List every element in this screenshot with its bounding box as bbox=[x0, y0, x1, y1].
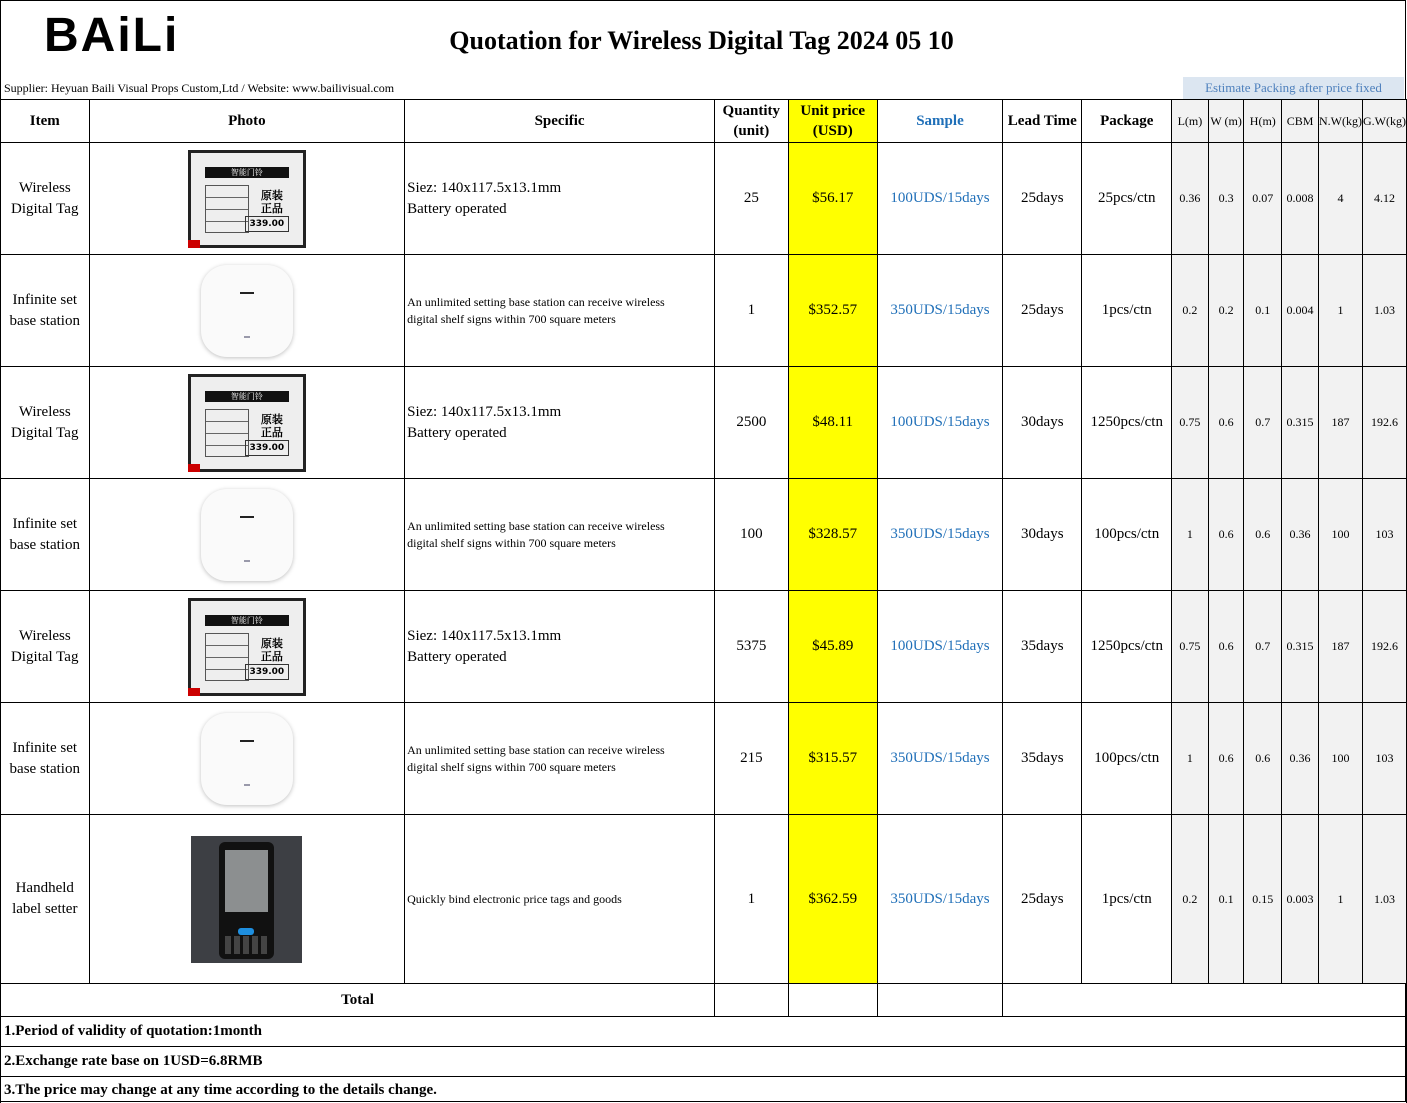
length-cell: 1 bbox=[1172, 479, 1209, 591]
digital-tag-photo bbox=[188, 150, 306, 248]
photo-cell bbox=[89, 255, 405, 367]
spec-line-2: Battery operated bbox=[407, 648, 507, 665]
gross-weight-cell: 4.12 bbox=[1362, 143, 1406, 255]
gross-weight-cell: 1.03 bbox=[1362, 255, 1406, 367]
quantity-cell: 25 bbox=[714, 143, 788, 255]
width-cell: 0.6 bbox=[1208, 479, 1244, 591]
net-weight-cell: 1 bbox=[1318, 815, 1362, 984]
net-weight-cell: 1 bbox=[1318, 255, 1362, 367]
length-cell: 0.2 bbox=[1172, 815, 1209, 984]
table-row bbox=[1, 591, 1407, 703]
spec-line-1: An unlimited setting base station can receive wireless bbox=[407, 518, 665, 533]
col-cbm: CBM bbox=[1282, 100, 1319, 143]
package-cell: 100pcs/ctn bbox=[1082, 703, 1172, 815]
length-cell: 0.2 bbox=[1172, 255, 1209, 367]
gross-weight-cell: 1.03 bbox=[1362, 815, 1406, 984]
col-width: W (m) bbox=[1208, 100, 1244, 143]
note-text: 3.The price may change at any time according to the details change. bbox=[1, 1077, 1407, 1103]
tag-photo-genuine: 原装正品 bbox=[260, 412, 283, 439]
width-cell: 0.1 bbox=[1208, 815, 1244, 984]
col-lead-time: Lead Time bbox=[1003, 100, 1082, 143]
digital-tag-photo bbox=[188, 374, 306, 472]
note-text: 2.Exchange rate base on 1USD=6.8RMB bbox=[1, 1047, 1407, 1077]
lead-time-cell: 25days bbox=[1003, 143, 1082, 255]
col-specific: Specific bbox=[405, 100, 715, 143]
item-name: Handheld label setter bbox=[1, 815, 90, 984]
width-cell: 0.2 bbox=[1208, 255, 1244, 367]
unit-price-cell: $328.57 bbox=[788, 479, 877, 591]
lead-time-cell: 35days bbox=[1003, 703, 1082, 815]
note-row bbox=[1, 1017, 1407, 1047]
col-length: L(m) bbox=[1172, 100, 1209, 143]
specific-cell bbox=[405, 367, 715, 479]
cbm-cell: 0.003 bbox=[1282, 815, 1319, 984]
sample-cell: 350UDS/15days bbox=[877, 815, 1002, 984]
net-weight-cell: 187 bbox=[1318, 367, 1362, 479]
tag-photo-price: 339.00 bbox=[245, 440, 289, 456]
tag-photo-genuine: 原装正品 bbox=[260, 636, 283, 663]
cbm-cell: 0.008 bbox=[1282, 143, 1319, 255]
photo-cell bbox=[89, 367, 405, 479]
tag-photo-red-edge bbox=[188, 688, 200, 696]
width-cell: 0.6 bbox=[1208, 703, 1244, 815]
lead-time-cell: 25days bbox=[1003, 815, 1082, 984]
lead-time-cell: 25days bbox=[1003, 255, 1082, 367]
photo-cell bbox=[89, 143, 405, 255]
table-row bbox=[1, 143, 1407, 255]
tag-photo-lines bbox=[205, 409, 249, 457]
note-text: 1.Period of validity of quotation:1month bbox=[1, 1017, 1407, 1047]
total-label: Total bbox=[1, 984, 715, 1017]
cbm-cell: 0.36 bbox=[1282, 479, 1319, 591]
tag-photo-header: 智能门铃 bbox=[205, 391, 289, 402]
note-row bbox=[1, 1047, 1407, 1077]
spec-line-1: Siez: 140x117.5x13.1mm bbox=[407, 627, 562, 644]
sample-cell: 100UDS/15days bbox=[877, 143, 1002, 255]
package-cell: 100pcs/ctn bbox=[1082, 479, 1172, 591]
col-net-weight: N.W(kg) bbox=[1318, 100, 1362, 143]
header-row bbox=[1, 100, 1407, 143]
digital-tag-photo bbox=[188, 598, 306, 696]
total-rest bbox=[1003, 984, 1407, 1017]
photo-cell bbox=[89, 703, 405, 815]
col-photo: Photo bbox=[89, 100, 405, 143]
spec-line-2: digital shelf signs within 700 square meters bbox=[407, 759, 616, 774]
net-weight-cell: 187 bbox=[1318, 591, 1362, 703]
unit-price-cell: $45.89 bbox=[788, 591, 877, 703]
sample-cell: 350UDS/15days bbox=[877, 703, 1002, 815]
company-logo: BAiLi bbox=[44, 9, 180, 62]
spec-line-2: Battery operated bbox=[407, 424, 507, 441]
quantity-cell: 2500 bbox=[714, 367, 788, 479]
gross-weight-cell: 103 bbox=[1362, 703, 1406, 815]
tag-photo-header: 智能门铃 bbox=[205, 167, 289, 178]
table-row bbox=[1, 255, 1407, 367]
item-name: Infinite set base station bbox=[1, 703, 90, 815]
unit-price-cell: $56.17 bbox=[788, 143, 877, 255]
cbm-cell: 0.315 bbox=[1282, 367, 1319, 479]
photo-cell bbox=[89, 479, 405, 591]
table-row bbox=[1, 703, 1407, 815]
specific-cell bbox=[405, 479, 715, 591]
spec-line-1: Quickly bind electronic price tags and goods bbox=[407, 891, 622, 906]
unit-price-cell: $362.59 bbox=[788, 815, 877, 984]
spec-line-1: An unlimited setting base station can receive wireless bbox=[407, 294, 665, 309]
quantity-cell: 1 bbox=[714, 255, 788, 367]
spec-line-1: An unlimited setting base station can receive wireless bbox=[407, 742, 665, 757]
gross-weight-cell: 103 bbox=[1362, 479, 1406, 591]
photo-cell bbox=[89, 815, 405, 984]
package-cell: 1250pcs/ctn bbox=[1082, 367, 1172, 479]
quantity-cell: 215 bbox=[714, 703, 788, 815]
specific-cell bbox=[405, 143, 715, 255]
sample-cell: 350UDS/15days bbox=[877, 255, 1002, 367]
spec-line-2: Battery operated bbox=[407, 200, 507, 217]
tag-photo-lines bbox=[205, 633, 249, 681]
package-cell: 25pcs/ctn bbox=[1082, 143, 1172, 255]
page-title: Quotation for Wireless Digital Tag 2024 05 10 bbox=[449, 26, 954, 55]
tag-photo-genuine: 原装正品 bbox=[260, 188, 283, 215]
col-quantity: Quantity (unit) bbox=[714, 100, 788, 143]
table-row bbox=[1, 479, 1407, 591]
cbm-cell: 0.004 bbox=[1282, 255, 1319, 367]
height-cell: 0.7 bbox=[1244, 591, 1282, 703]
height-cell: 0.7 bbox=[1244, 367, 1282, 479]
quantity-cell: 5375 bbox=[714, 591, 788, 703]
width-cell: 0.6 bbox=[1208, 367, 1244, 479]
length-cell: 0.75 bbox=[1172, 591, 1209, 703]
cbm-cell: 0.315 bbox=[1282, 591, 1319, 703]
base-station-photo bbox=[201, 265, 293, 357]
col-height: H(m) bbox=[1244, 100, 1282, 143]
item-name: Infinite set base station bbox=[1, 255, 90, 367]
sample-cell: 100UDS/15days bbox=[877, 591, 1002, 703]
tag-photo-lines bbox=[205, 185, 249, 233]
quantity-cell: 1 bbox=[714, 815, 788, 984]
quotation-table bbox=[0, 99, 1407, 1103]
col-unit-price: Unit price (USD) bbox=[788, 100, 877, 143]
width-cell: 0.6 bbox=[1208, 591, 1244, 703]
gross-weight-cell: 192.6 bbox=[1362, 367, 1406, 479]
sample-cell: 100UDS/15days bbox=[877, 367, 1002, 479]
width-cell: 0.3 bbox=[1208, 143, 1244, 255]
lead-time-cell: 30days bbox=[1003, 367, 1082, 479]
note-row bbox=[1, 1077, 1407, 1103]
sample-cell: 350UDS/15days bbox=[877, 479, 1002, 591]
unit-price-cell: $315.57 bbox=[788, 703, 877, 815]
height-cell: 0.07 bbox=[1244, 143, 1282, 255]
col-gross-weight: G.W(kg) bbox=[1362, 100, 1406, 143]
package-cell: 1pcs/ctn bbox=[1082, 255, 1172, 367]
cbm-cell: 0.36 bbox=[1282, 703, 1319, 815]
lead-time-cell: 30days bbox=[1003, 479, 1082, 591]
tag-photo-red-edge bbox=[188, 240, 200, 248]
table-row bbox=[1, 367, 1407, 479]
item-name: Wireless Digital Tag bbox=[1, 143, 90, 255]
lead-time-cell: 35days bbox=[1003, 591, 1082, 703]
unit-price-cell: $352.57 bbox=[788, 255, 877, 367]
specific-cell bbox=[405, 255, 715, 367]
height-cell: 0.1 bbox=[1244, 255, 1282, 367]
specific-cell bbox=[405, 703, 715, 815]
supplier-info: Supplier: Heyuan Baili Visual Props Custom,Ltd / Website: www.bailivisual.com bbox=[4, 81, 395, 95]
photo-cell bbox=[89, 591, 405, 703]
col-sample: Sample bbox=[877, 100, 1002, 143]
tag-photo-red-edge bbox=[188, 464, 200, 472]
specific-cell bbox=[405, 815, 715, 984]
table-row bbox=[1, 815, 1407, 984]
total-row bbox=[1, 984, 1407, 1017]
package-cell: 1250pcs/ctn bbox=[1082, 591, 1172, 703]
total-sample bbox=[877, 984, 1002, 1017]
quantity-cell: 100 bbox=[714, 479, 788, 591]
item-name: Infinite set base station bbox=[1, 479, 90, 591]
length-cell: 0.75 bbox=[1172, 367, 1209, 479]
spec-line-1: Siez: 140x117.5x13.1mm bbox=[407, 403, 562, 420]
net-weight-cell: 100 bbox=[1318, 479, 1362, 591]
spec-line-2: digital shelf signs within 700 square meters bbox=[407, 535, 616, 550]
tag-photo-header: 智能门铃 bbox=[205, 615, 289, 626]
spec-line-2: digital shelf signs within 700 square meters bbox=[407, 311, 616, 326]
estimate-packing-note: Estimate Packing after price fixed bbox=[1183, 77, 1404, 99]
item-name: Wireless Digital Tag bbox=[1, 367, 90, 479]
base-station-photo bbox=[201, 713, 293, 805]
tag-photo-price: 339.00 bbox=[245, 216, 289, 232]
col-package: Package bbox=[1082, 100, 1172, 143]
item-name: Wireless Digital Tag bbox=[1, 591, 90, 703]
specific-cell bbox=[405, 591, 715, 703]
package-cell: 1pcs/ctn bbox=[1082, 815, 1172, 984]
col-item: Item bbox=[1, 100, 90, 143]
length-cell: 0.36 bbox=[1172, 143, 1209, 255]
height-cell: 0.6 bbox=[1244, 703, 1282, 815]
net-weight-cell: 4 bbox=[1318, 143, 1362, 255]
tag-photo-price: 339.00 bbox=[245, 664, 289, 680]
length-cell: 1 bbox=[1172, 703, 1209, 815]
base-station-photo bbox=[201, 489, 293, 581]
gross-weight-cell: 192.6 bbox=[1362, 591, 1406, 703]
total-quantity bbox=[714, 984, 788, 1017]
spec-line-1: Siez: 140x117.5x13.1mm bbox=[407, 179, 562, 196]
handheld-setter-photo bbox=[191, 836, 302, 963]
total-price bbox=[788, 984, 877, 1017]
unit-price-cell: $48.11 bbox=[788, 367, 877, 479]
height-cell: 0.6 bbox=[1244, 479, 1282, 591]
net-weight-cell: 100 bbox=[1318, 703, 1362, 815]
height-cell: 0.15 bbox=[1244, 815, 1282, 984]
